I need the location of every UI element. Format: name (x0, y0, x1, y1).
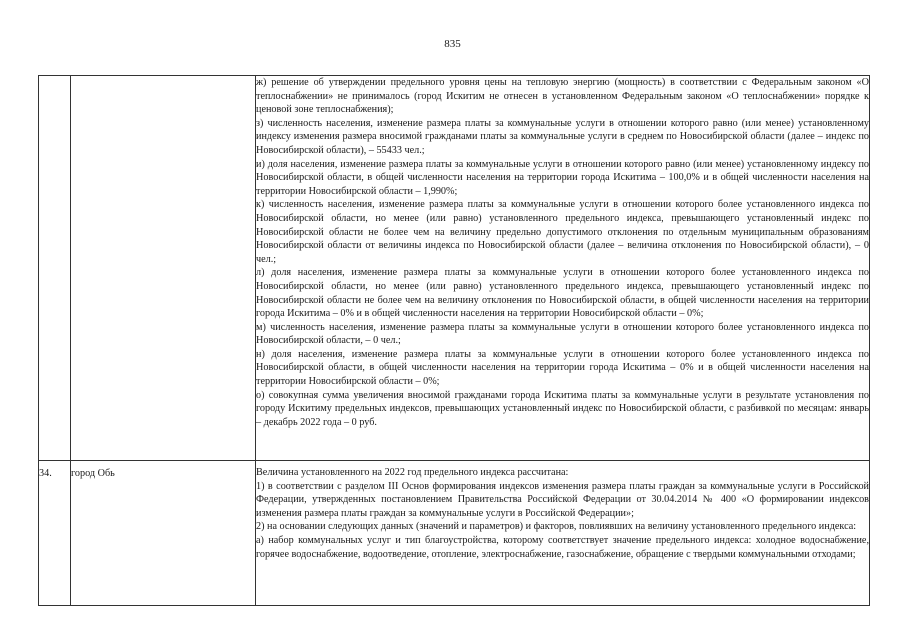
paragraph-n: н) доля населения, изменение размера платы за коммунальные услуги в отношении которого более установленного индекса по Новосибирской области, в общей численности населения на территории города Искитима – 0% и в общей численности населения на территории Новосибирской области – 0%; (256, 348, 869, 388)
paragraph-1: 1) в соответствии с разделом III Основ формирования индексов изменения размера платы граждан за коммунальные услуги в Российской Федерации, утвержденных постановлением Правительства Российской Федерации от 30.04.2014 № 400 «О формировании индексов изменения размера платы граждан за коммунальные услуги в Российской Федерации»; (256, 480, 869, 519)
table-row (39, 461, 870, 606)
row-number-cell: 34. (39, 461, 71, 606)
paragraph-i: и) доля населения, изменение размера платы за коммунальные услуги в отношении которого равно (или менее) установленному индексу по Новосибирской области, в общей численности населения на территории города Искитима – 100,0% и в общей численности населения на территории Новосибирской области – 1,990%; (256, 158, 869, 197)
description-cell (256, 76, 870, 461)
paragraph-zh: ж) решение об утверждении предельного уровня цены на тепловую энергию (мощность) в соответствии с Федеральным законом «О теплоснабжении» не принималось (город Искитим не отнесен в установленном Федеральным законом «О теплоснабжении» порядке к ценовой зоне теплоснабжения); (256, 77, 869, 116)
document-table (38, 75, 870, 606)
paragraph-intro: Величина установленного на 2022 год предельного индекса рассчитана: (256, 467, 569, 478)
paragraph-z: з) численность населения, изменение размера платы за коммунальные услуги в отношении которого равно (или менее) установленному индексу изменения размера вносимой гражданами платы за коммунальные услуги в среднем по Новосибирской области (далее – индекс по Новосибирской области), – 55433 чел.; (256, 117, 869, 156)
paragraph-2: 2) на основании следующих данных (значений и параметров) и факторов, повлиявших на величину установленного предельного индекса: (256, 521, 857, 533)
paragraph-k: к) численность населения, изменение размера платы за коммунальные услуги в отношении которого более установленного индекса по Новосибирской области, но менее (или равно) установленного предельного индекса, превышающего установленный индекс по Новосибирской области не более чем на величину предельно допустимого отклонения по отдельным муниципальным образованиям Новосибирской области от величины индекса по Новосибирской области (далее – величина отклонения по Новосибирской области), – 0 чел.; (256, 199, 869, 265)
paragraph-o: о) совокупная сумма увеличения вносимой гражданами города Искитима платы за коммунальные услуги в результате установления по городу Искитиму предельных индексов, превышающих установленный индекс по Новосибирской области, с разбивкой по месяцам: январь – декабрь 2022 года – 0 руб. (256, 389, 869, 428)
table-row (39, 76, 870, 461)
paragraph-l: л) доля населения, изменение размера платы за коммунальные услуги в отношении которого более установленного индекса по Новосибирской области, но менее (или равно) установленного предельного индекса, превышающего установленный индекс по Новосибирской области не более чем на величину отклонения по Новосибирской области, в общей численности населения на территории города Искитима – 0% и в общей численности населения на территории Новосибирской области – 0%; (256, 267, 869, 320)
description-cell (256, 461, 870, 606)
row-number-cell (39, 76, 71, 461)
paragraph-m: м) численность населения, изменение размера платы за коммунальные услуги в отношении которого более установленного индекса по Новосибирской области, – 0 чел.; (256, 321, 869, 347)
municipality-name-cell (71, 76, 256, 461)
page-number: 835 (444, 38, 461, 50)
paragraph-a: а) набор коммунальных услуг и тип благоустройства, которому соответствует значение предельного индекса: холодное водоснабжение, горячее водоснабжение, водоотведение, отопление, электроснабжение, газоснабжение, обращение с твердыми коммунальными отходами; (256, 534, 869, 560)
municipality-name-cell: город Обь (71, 461, 256, 606)
